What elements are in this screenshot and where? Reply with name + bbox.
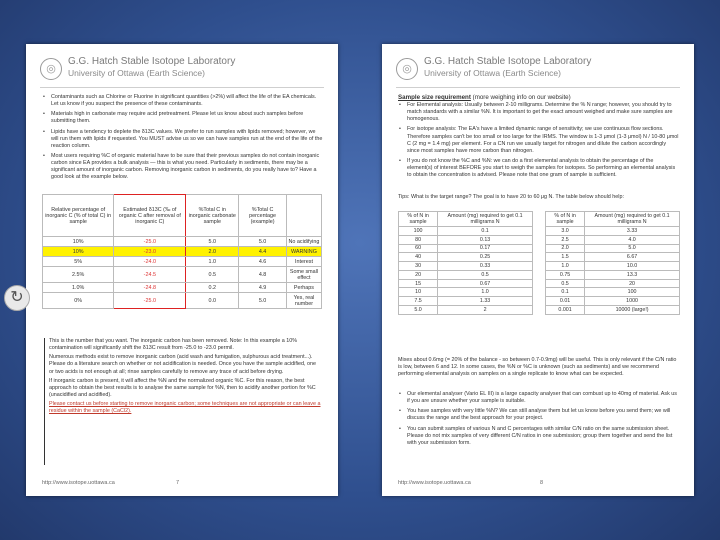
table-cell: Some small effect <box>286 267 321 283</box>
table-cell: 1.0 <box>545 262 584 271</box>
table-cell: 20 <box>399 270 438 279</box>
note-paragraph: Numerous methods exist to remove inorganic carbon (acid wash and fumigation, sulphurous acid treatment...). Please do a literature search on whether or not acidification is needed. Once you have the sample acidified, one or two acids is not enough at all; rinse samples carefully to remove any trace of acid before drying. <box>49 354 316 375</box>
carbon-table <box>42 194 322 309</box>
table-cell: 0.1 <box>438 227 533 236</box>
list-item: • Lipids have a tendency to deplete the δ13C values. We prefer to run samples with lipids removed; however, we will run them with lipids if requested. You MUST advise us so we can have samples run at the end of the life of the reaction column. <box>42 129 324 150</box>
table-cell: 5% <box>43 257 114 267</box>
table-row <box>399 306 680 315</box>
table-cell: 4.0 <box>585 235 680 244</box>
table-cell: 5.0 <box>239 293 287 309</box>
table-row <box>399 262 680 271</box>
table-cell: 5.0 <box>585 244 680 253</box>
table-cell: Perhaps <box>286 283 321 293</box>
table-row <box>399 279 680 288</box>
table-cell: Yes, real number <box>286 293 321 309</box>
table-row <box>399 297 680 306</box>
list-item: • If you do not know the %C and %N: we can do a first elemental analysis to obtain the percentage of the element(s) of interest BEFORE you start to weigh the samples for isotopes. So performing an elemental analysis to obtain the concentration is advised. Please note that one gram of sample is sufficient. <box>398 158 680 179</box>
table-cell: -25.0 <box>114 293 186 309</box>
table-cell: 1.5 <box>545 253 584 262</box>
university-name: University of Ottawa (Earth Science) <box>68 68 205 78</box>
list-item: • For Elemental analysis: Usually between 2-10 milligrams. Determine the % N range; however, you should try to match standards with a similar %N. It is important to get the exact amount weighed and make sure samples are homogenous. <box>398 102 680 123</box>
table-cell: 0.2 <box>186 283 239 293</box>
list-item: • For isotope analysis: The EA's have a limited dynamic range of sensitivity; we use continuous flow sections. Therefore samples can't be too small or too large for the IRMS. The window is 1-3 μmol (1-3 μmol) N / 10-80 μmol C (2 mg = 1.4 mg) per element. For a CN run we usually target for nitrogen and dilute the carbon accordingly since most samples have more carbon than nitrogen. <box>398 126 680 155</box>
table-row-highlighted <box>43 247 322 257</box>
nitrogen-amount-table <box>398 211 680 315</box>
table-cell: 30 <box>399 262 438 271</box>
table-row <box>43 257 322 267</box>
table-cell: -25.0 <box>114 237 186 247</box>
table-cell: 5.0 <box>186 237 239 247</box>
header-divider <box>396 87 680 88</box>
table-gap <box>532 279 545 288</box>
table-cell: 2.0 <box>545 244 584 253</box>
table-cell: 2.5% <box>43 267 114 283</box>
table-row <box>399 270 680 279</box>
page-header <box>396 56 680 84</box>
acidification-notes <box>44 338 322 465</box>
table-cell: 0.01 <box>545 297 584 306</box>
table-header-cell: Relative percentage of inorganic C (% of total C) in sample <box>43 195 114 237</box>
table-gap <box>532 270 545 279</box>
table-cell: 10 <box>399 288 438 297</box>
table-cell: Interest <box>286 257 321 267</box>
note-paragraph: If inorganic carbon is present, it will affect the %N and the normalized organic %C. For this reason, the best approach to obtain the best results is to analyse the same sample for %N, then to acidify another portion for %C (unacidified and acidified). <box>49 377 316 398</box>
sample-size-list <box>398 102 680 182</box>
list-item: • Materials high in carbonate may require acid pretreatment. Please let us know about such samples before submitting them. <box>42 111 324 125</box>
table-cell: 2 <box>438 306 533 315</box>
table-header-cell: % of N in sample <box>399 212 438 227</box>
table-cell: 1.0 <box>186 257 239 267</box>
table-cell: 40 <box>399 253 438 262</box>
table-header-cell: %Total C percentage (example) <box>239 195 287 237</box>
table-cell: 4.6 <box>239 257 287 267</box>
table-cell: 10000 (large!) <box>585 306 680 315</box>
table-header-cell: Amount (mg) required to get 0.1 milligrams N <box>438 212 533 227</box>
header-divider <box>40 87 324 88</box>
table-cell: 0.75 <box>545 270 584 279</box>
table-row <box>43 267 322 283</box>
section-title: Sample size requirement <box>398 94 471 101</box>
table-cell: 0.5 <box>545 279 584 288</box>
table-cell: 2.0 <box>186 247 239 257</box>
table-header-row <box>43 195 322 237</box>
table-gap <box>532 235 545 244</box>
document-page-left <box>26 44 338 496</box>
table-cell: 0.5 <box>186 267 239 283</box>
table-header-cell: % of N in sample <box>545 212 584 227</box>
table-gap <box>532 244 545 253</box>
table-cell: 0% <box>43 293 114 309</box>
table-header-cell: Estimated δ13C (‰ of organic C after removal of inorganic C) <box>114 195 186 237</box>
table-cell: 4.8 <box>239 267 287 283</box>
table-cell: 4.4 <box>239 247 287 257</box>
table-gap <box>532 212 545 227</box>
table-cell: 10% <box>43 247 114 257</box>
table-cell: 100 <box>399 227 438 236</box>
table-cell: -24.0 <box>114 257 186 267</box>
table-cell: 0.001 <box>545 306 584 315</box>
table-cell: 0.67 <box>438 279 533 288</box>
table-header-cell <box>286 195 321 237</box>
target-range-tip: Tips: What is the target range? The goal is to have 20 to 60 μg N. The table below should help: <box>398 194 624 200</box>
table-cell: 6.67 <box>585 253 680 262</box>
table-cell: 2.5 <box>545 235 584 244</box>
table-gap <box>532 262 545 271</box>
section-note: (more weighing info on our website) <box>472 94 571 101</box>
page-header <box>40 56 324 84</box>
table-cell: 0.0 <box>186 293 239 309</box>
list-item: • Contaminants such as Chlorine or Fluorine in significant quantities (>2%) will affect the life of the EA chemicals. Let us know if you suspect the presence of these contaminants. <box>42 94 324 108</box>
list-item: • You have samples with very little %N? We can still analyse them but let us know before you send them; we will discuss the range and the best approach for your project. <box>398 408 680 422</box>
table-gap <box>532 306 545 315</box>
table-cell: -23.0 <box>114 247 186 257</box>
table-cell: 15 <box>399 279 438 288</box>
list-item: • Our elemental analyser (Vario EL III) is a large capacity analyser that can combust up to 40mg of material. Ask us if you are unsure whether your sample is suitable. <box>398 391 680 405</box>
section-heading <box>398 94 571 101</box>
table-cell: 5.0 <box>239 237 287 247</box>
table-cell: 3.33 <box>585 227 680 236</box>
table-gap <box>532 227 545 236</box>
table-cell: 1.0% <box>43 283 114 293</box>
table-cell: 3.0 <box>545 227 584 236</box>
table-cell: 13.3 <box>585 270 680 279</box>
footer-url[interactable]: http://www.isotope.uottawa.ca <box>42 480 115 486</box>
analyser-info-list <box>398 391 680 450</box>
note-paragraph: This is the number that you want. The inorganic carbon has been removed. Note: In this example a 10% contamination will significantly shift the δ13C result from -25.0 to -23.0 permil. <box>49 338 298 352</box>
footer-url[interactable]: http://www.isotope.uottawa.ca <box>398 480 471 486</box>
table-gap <box>532 288 545 297</box>
table-cell: 1.0 <box>438 288 533 297</box>
table-row <box>399 253 680 262</box>
note-warning: Please contact us before starting to remove inorganic carbon; some techniques are not appropriate or can leave a residue within the sample (CaCl2). <box>49 401 321 415</box>
list-item: • You can submit samples of various N and C percentages with similar C/N ratio on the same submission sheet. Please do not mix samples of very different C/N ratios in one submission; group them together and send the list with your submission form. <box>398 426 680 447</box>
page-number: 7 <box>176 480 180 486</box>
table-header-cell: Amount (mg) required to get 0.1 milligrams N <box>585 212 680 227</box>
table-cell: 20 <box>585 279 680 288</box>
table-cell: 0.17 <box>438 244 533 253</box>
refresh-icon[interactable]: ↻ <box>4 285 30 311</box>
table-gap <box>532 297 545 306</box>
lab-name: G.G. Hatch Stable Isotope Laboratory <box>68 56 236 67</box>
table-row <box>399 227 680 236</box>
table-cell: WARNING <box>286 247 321 257</box>
table-cell: 80 <box>399 235 438 244</box>
table-cell: -24.5 <box>114 267 186 283</box>
table-cell: 10.0 <box>585 262 680 271</box>
university-name: University of Ottawa (Earth Science) <box>424 68 561 78</box>
table-header-row <box>399 212 680 227</box>
table-cell: 0.5 <box>438 270 533 279</box>
cn-ratio-paragraph: Mixes about 0.6mg (= 20% of the balance - so between 0.7-0.9mg) will be useful. This is only relevant if the C/N ratio is low, between 6 and 12. In some cases, the %N or %C is unknown (such as sediments) and we recommend performing elemental analysis on samples on a single replicate to know what can be expected. <box>398 357 677 378</box>
table-row <box>399 288 680 297</box>
table-row <box>399 244 680 253</box>
table-row <box>43 283 322 293</box>
table-row <box>43 237 322 247</box>
table-cell: 0.33 <box>438 262 533 271</box>
table-cell: 1000 <box>585 297 680 306</box>
uottawa-logo-icon: ◎ <box>396 58 418 80</box>
table-cell: 4.9 <box>239 283 287 293</box>
left-bullet-list <box>42 94 324 184</box>
table-row <box>43 293 322 309</box>
page-number: 8 <box>540 480 544 486</box>
lab-name: G.G. Hatch Stable Isotope Laboratory <box>424 56 592 67</box>
table-cell: -24.8 <box>114 283 186 293</box>
table-cell: No acidifying <box>286 237 321 247</box>
document-page-right <box>382 44 694 496</box>
table-cell: 5.0 <box>399 306 438 315</box>
table-cell: 0.25 <box>438 253 533 262</box>
table-cell: 0.13 <box>438 235 533 244</box>
table-cell: 1.33 <box>438 297 533 306</box>
table-cell: 100 <box>585 288 680 297</box>
table-gap <box>532 253 545 262</box>
uottawa-logo-icon: ◎ <box>40 58 62 80</box>
list-item: • Most users requiring %C of organic material have to be sure that their previous samples do not contain inorganic carbon since EA provides a bulk analysis — this is what you need. Particularly in sediments, there may be a significant amount of inorganic carbon. Removing inorganic carbon in sediments, do you really have to? Have a good look at the example below. <box>42 153 324 182</box>
table-cell: 60 <box>399 244 438 253</box>
table-row <box>399 235 680 244</box>
table-header-cell: %Total C in inorganic carbonate sample <box>186 195 239 237</box>
table-cell: 0.1 <box>545 288 584 297</box>
table-cell: 7.5 <box>399 297 438 306</box>
table-cell: 10% <box>43 237 114 247</box>
